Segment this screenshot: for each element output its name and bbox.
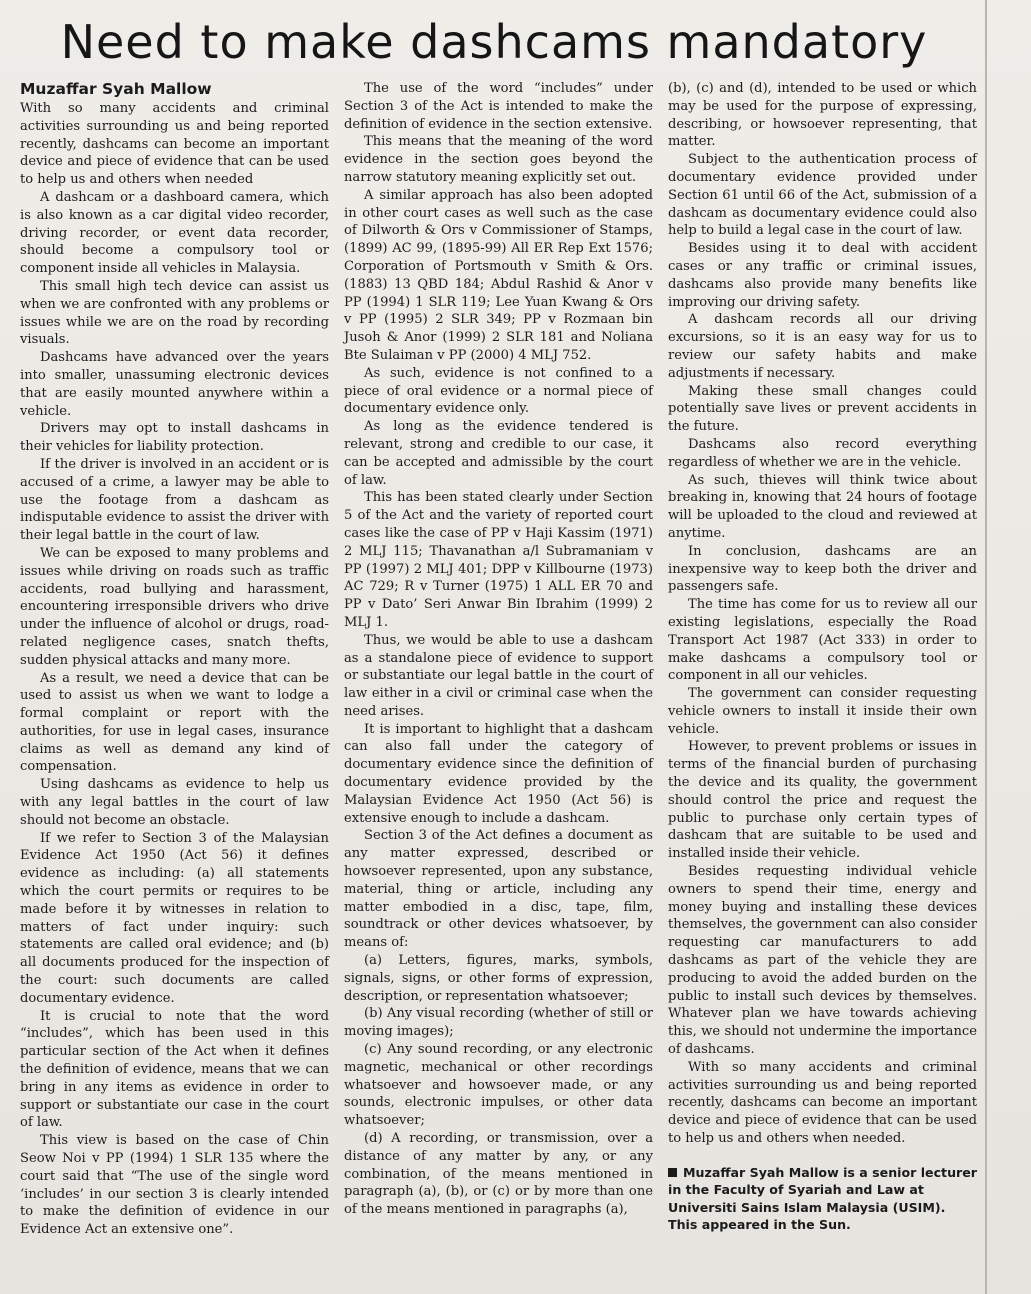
paragraph: This view is based on the case of Chin Seow Noi v PP (1994) 1 SLR 135 where the court said that “The use of the single word ‘includes’ in our section 3 is clearly intended to make the definition of evidence in our Evidence Act an extensive one”. (20, 1133, 329, 1238)
paragraph: If we refer to Section 3 of the Malaysian Evidence Act 1950 (Act 56) it defines evidence as including: (a) all statements which the court permits or requires to be made before it by witnesses in relation to matters of fact under inquiry: such statements are called oral evidence; and (b) all documents produced for the inspection of the court: such documents are called documentary evidence. (20, 830, 329, 1006)
paragraph: With so many accidents and criminal activities surrounding us and being reported recently, dashcams can become an important device and piece of evidence that can be used to help us and others when needed (20, 101, 329, 188)
paragraph: This means that the meaning of the word evidence in the section goes beyond the narrow statutory meaning explicitly set out. (344, 134, 653, 185)
list-item: (c) Any sound recording, or any electronic magnetic, mechanical or other recordings whatsoever and howsoever made, or any sounds, electronic impulses, or other data whatsoever; (344, 1042, 653, 1129)
paragraph: Drivers may opt to install dashcams in their vehicles for liability protection. (20, 421, 329, 455)
author-bio (668, 1164, 977, 1234)
paragraph: In conclusion, dashcams are an inexpensive way to keep both the driver and passengers safe. (668, 543, 977, 595)
paragraph: The time has come for us to review all our existing legislations, especially the Road Transport Act 1987 (Act 333) in order to make dashcams a compulsory tool or component in all our vehicles. (668, 597, 977, 684)
paragraph: Dashcams also record everything regardless of whether we are in the vehicle. (668, 436, 977, 470)
list-item: (a) Letters, figures, marks, symbols, signals, signs, or other forms of expression, description, or representation whatsoever; (344, 953, 653, 1004)
paragraph: As long as the evidence tendered is relevant, strong and credible to our case, it can be accepted and admissible by the court of law. (344, 419, 653, 488)
paragraph: Dashcams have advanced over the years into smaller, unassuming electronic devices that are easily mounted anywhere within a vehicle. (20, 350, 329, 419)
bullet-square-icon (668, 1168, 677, 1177)
paragraph: As such, thieves will think twice about breaking in, knowing that 24 hours of footage will be uploaded to the cloud and reviewed at anytime. (668, 472, 977, 541)
paragraph: The government can consider requesting vehicle owners to install it inside their own vehicle. (668, 686, 977, 737)
paragraph: As a result, we need a device that can be used to assist us when we want to lodge a formal complaint or report with the authorities, for use in legal cases, insurance claims as well as demand any kind of compensation. (20, 670, 329, 775)
paragraph: A dashcam records all our driving excursions, so it is an easy way for us to review our safety habits and make adjustments if necessary. (668, 312, 977, 381)
paragraph: With so many accidents and criminal activities surrounding us and being reported recently, dashcams can become an important device and piece of evidence that can be used to help us and others when needed. (668, 1059, 977, 1147)
paragraph: Subject to the authentication process of documentary evidence provided under Section 61 until 66 of the Act, submission of a dashcam as documentary evidence could also help to build a legal case in the court of law. (668, 152, 977, 239)
paragraph: (b), (c) and (d), intended to be used or which may be used for the purpose of expressing, describing, or howsoever representing, that matter. (668, 81, 977, 150)
paragraph: However, to prevent problems or issues in terms of the financial burden of purchasing the device and its quality, the government should control the price and request the public to purchase only certain types of dashcam that are suitable to be used and installed inside their vehicle. (668, 739, 977, 862)
paragraph: Besides using it to deal with accident cases or any traffic or criminal issues, dashcams also provide many benefits like improving our driving safety. (668, 241, 977, 310)
column-3 (668, 80, 977, 1234)
paragraph: This has been stated clearly under Section 5 of the Act and the variety of reported court cases like the case of PP v Haji Kassim (1971) 2 MLJ 115; Thavanathan a/l Subramaniam v PP (1997) 2 MLJ 401; DPP v Killbourne (1973) AC 729; R v Turner (1975) 1 ALL ER 70 and PP v Dato’ Seri Anwar Bin Ibrahim (1999) 2 MLJ 1. (344, 490, 653, 630)
column-1 (20, 80, 329, 1239)
byline: Muzaffar Syah Mallow (20, 80, 212, 98)
paragraph: Making these small changes could potentially save lives or prevent accidents in the future. (668, 383, 977, 435)
paragraph: This small high tech device can assist us when we are confronted with any problems or issues while we are on the road by recording visuals. (20, 278, 329, 348)
paragraph: Besides requesting individual vehicle owners to spend their time, energy and money buying and installing these devices themselves, the government can also consider requesting car manufacturers to add dashcams as part of the vehicle they are producing to avoid the added burden on the public to install such devices by themselves. Whatever plan we have towards achieving this, we should not undermine the importance of dashcams. (668, 864, 977, 1058)
paragraph: Using dashcams as evidence to help us with any legal battles in the court of law should not become an obstacle. (20, 777, 329, 828)
list-item: (d) A recording, or transmission, over a distance of any matter by any, or any combination, of the means mentioned in paragraph (a), (b), or (c) or by more than one of the means mentioned in paragraphs (a), (344, 1131, 653, 1218)
paragraph: If the driver is involved in an accident or is accused of a crime, a lawyer may be able to use the footage from a dashcam as indisputable evidence to assist the driver with their legal battle in the court of law. (20, 456, 329, 544)
paragraph: We can be exposed to many problems and issues while driving on roads such as traffic accidents, road bullying and harassment, encountering irresponsible drivers who drive under the influence of alcohol or drugs, road-related negligence cases, snatch thefts, sudden physical attacks and many more. (20, 545, 329, 668)
column-rule (985, 0, 987, 1294)
paragraph: The use of the word “includes” under Section 3 of the Act is intended to make the definition of evidence in the section extensive. (344, 81, 653, 132)
author-bio-text: Muzaffar Syah Mallow is a senior lecturer in the Faculty of Syariah and Law at Universiti Sains Islam Malaysia (USIM). This appeared in the Sun. (668, 1164, 978, 1233)
list-item: (b) Any visual recording (whether of still or moving images); (344, 1006, 653, 1040)
paragraph: Section 3 of the Act defines a document as any matter expressed, described or howsoever represented, upon any substance, material, thing or article, including any matter embodied in a disc, tape, film, soundtrack or other devices whatsoever, by means of: (344, 828, 653, 951)
paragraph: It is important to highlight that a dashcam can also fall under the category of documentary evidence since the definition of documentary evidence provided by the Malaysian Evidence Act 1950 (Act 56) is extensive enough to include a dashcam. (344, 721, 653, 826)
headline: Need to make dashcams mandatory (60, 15, 928, 69)
column-2 (344, 80, 653, 1219)
paragraph: A dashcam or a dashboard camera, which is also known as a car digital video recorder, driving recorder, or event data recorder, should become a compulsory tool or component inside all vehicles in Malaysia. (20, 189, 329, 277)
paragraph: As such, evidence is not confined to a piece of oral evidence or a normal piece of documentary evidence only. (344, 365, 653, 417)
paragraph: It is crucial to note that the word “includes”, which has been used in this particular section of the Act when it defines the definition of evidence, means that we can bring in any items as evidence in order to support or substantiate our case in the court of law. (20, 1008, 329, 1131)
paragraph: Thus, we would be able to use a dashcam as a standalone piece of evidence to support or substantiate our legal battle in the court of law either in a civil or criminal case when the need arises. (344, 632, 653, 719)
paragraph: A similar approach has also been adopted in other court cases as well such as the case of Dilworth & Ors v Commissioner of Stamps, (1899) AC 99, (1895-99) All ER Rep Ext 1576; Corporation of Portsmouth v Smith & Ors. (1883) 13 QBD 184; Abdul Rashid & Anor v PP (1994) 1 SLR 119; Lee Yuan Kwang & Ors v PP (1995) 2 SLR 349; PP v Rozmaan bin Jusoh & Anor (1999) 2 SLR 181 and Noliana Bte Sulaiman v PP (2000) 4 MLJ 752. (344, 187, 653, 363)
